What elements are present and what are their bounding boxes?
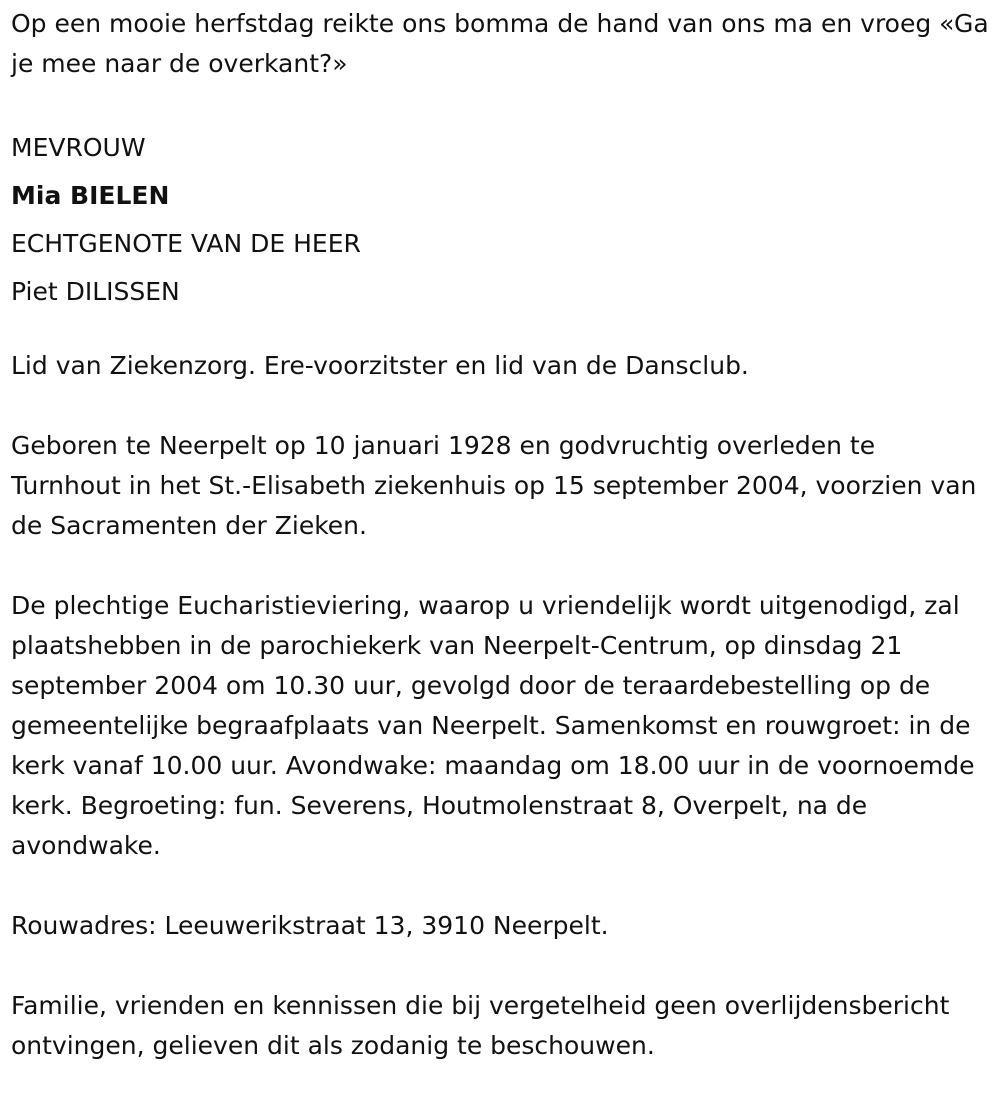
obituary-document	[11, 4, 991, 1106]
intro-paragraph: Op een mooie herfstdag reikte ons bomma de hand van ons ma en vroeg «Ga je mee naar de overkant?»	[11, 9, 989, 78]
mourning-address-paragraph: Rouwadres: Leeuwerikstraat 13, 3910 Neerpelt.	[11, 911, 609, 940]
deceased-name: Mia BIELEN	[11, 181, 170, 210]
spouse-name: Piet DILISSEN	[11, 277, 180, 306]
relation-label: ECHTGENOTE VAN DE HEER	[11, 229, 361, 258]
identity-block	[11, 124, 991, 316]
ceremony-paragraph: De plechtige Eucharistieviering, waarop u vriendelijk wordt uitgenodigd, zal plaatshebben in de parochiekerk van Neerpelt-Centrum, op dinsdag 21 september 2004 om 10.30 uur, gevolgd door de teraardebestelling op de gemeentelijke begraafplaats van Neerpelt. Samenkomst en rouwgroet: in de kerk vanaf 10.00 uur. Avondwake: maandag om 18.00 uur in de voornoemde kerk. Begroeting: fun. Severens, Houtmolenstraat 8, Overpelt, na de avondwake.	[11, 591, 975, 860]
birth-death-paragraph: Geboren te Neerpelt op 10 januari 1928 en godvruchtig overleden te Turnhout in het St.-Elisabeth ziekenhuis op 15 september 2004, voorzien van de Sacramenten der Zieken.	[11, 431, 977, 540]
honorific: MEVROUW	[11, 133, 146, 162]
closing-paragraph: Familie, vrienden en kennissen die bij vergetelheid geen overlijdensbericht ontvingen, gelieven dit als zodanig te beschouwen.	[11, 991, 950, 1060]
membership-paragraph: Lid van Ziekenzorg. Ere-voorzitster en lid van de Dansclub.	[11, 351, 749, 380]
